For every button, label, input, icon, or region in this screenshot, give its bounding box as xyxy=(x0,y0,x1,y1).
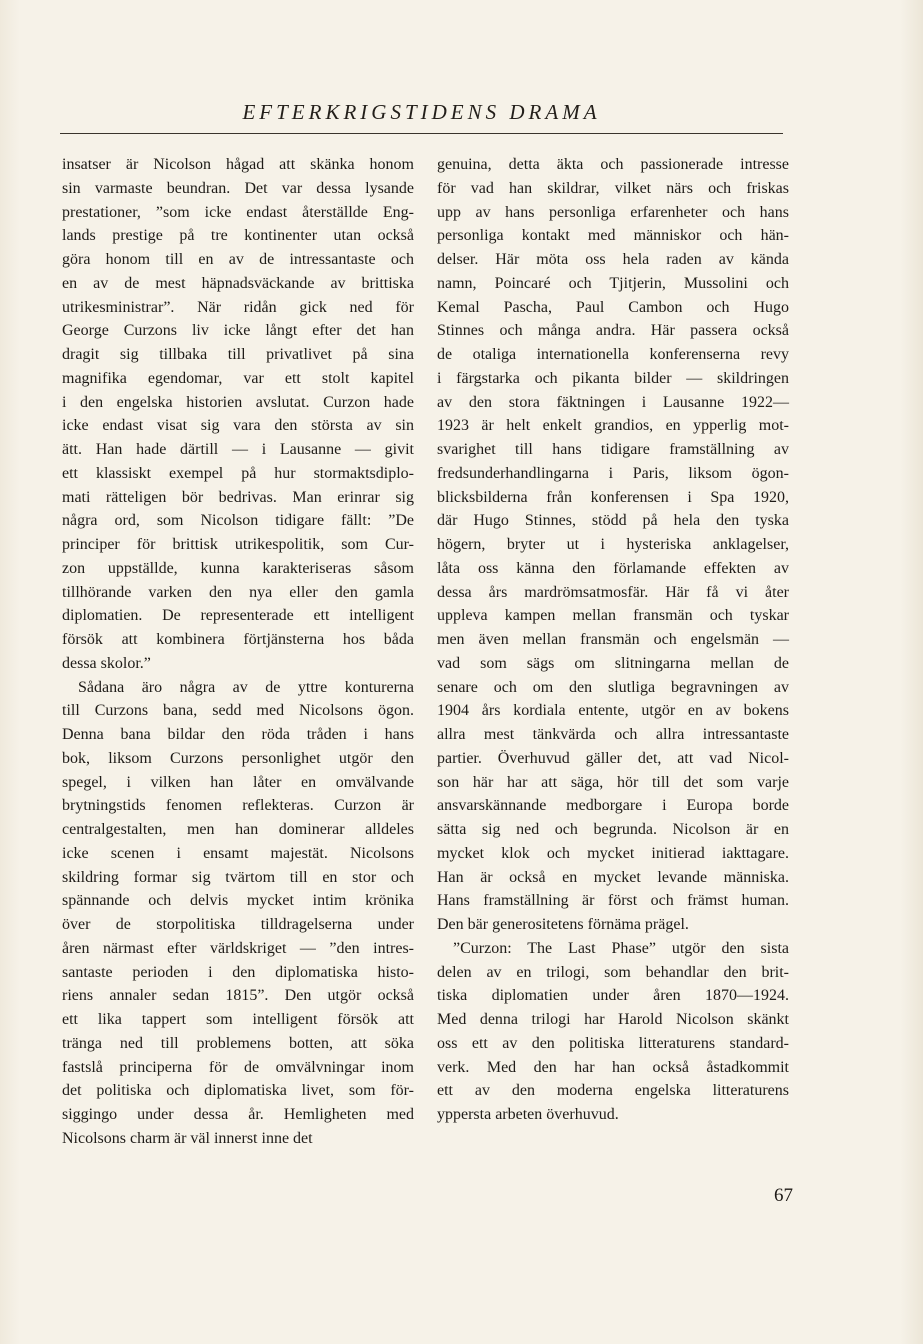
text-line: åren närmast efter världskriget — ”den intres- xyxy=(62,939,414,957)
text-line: skildring formar sig tvärtom till en stor och xyxy=(62,868,414,886)
text-line: över de storpolitiska tilldragelserna under xyxy=(62,916,414,933)
text-line: riens annaler sedan 1815”. Den utgör också xyxy=(62,987,414,1005)
text-line: partier. Överhuvud gäller det, att vad Nicol- xyxy=(437,749,789,767)
text-line: centralgestalten, men han dominerar alldeles xyxy=(62,821,414,838)
text-line: genuina, detta äkta och passionerade intresse xyxy=(437,156,789,173)
text-line: där Hugo Stinnes, stödd på hela den tyska xyxy=(437,512,789,530)
text-line: brytningstids fenomen reflekteras. Curzon är xyxy=(62,797,414,815)
text-line: försök att kombinera förtjänsterna hos båda xyxy=(62,631,414,648)
text-line: utrikesministrar”. När ridån gick ned för xyxy=(62,298,414,316)
text-line: det politiska och diplomatiska livet, som för- xyxy=(62,1082,414,1100)
text-line: ett klassiskt exempel på hur stormaktsdiplo- xyxy=(62,464,414,482)
text-line: principer för brittisk utrikespolitik, som Cur- xyxy=(62,536,414,553)
text-line: allra mest tänkvärda och allra intressantaste xyxy=(437,726,789,743)
text-line: Den bär generositetens förnäma prägel. xyxy=(437,916,689,933)
text-line: tränga ned till problemens botten, att söka xyxy=(62,1034,414,1052)
text-line: verk. Med den har han också åstadkommit xyxy=(437,1058,789,1076)
text-line: de otaliga internationella konferenserna revy xyxy=(437,346,789,363)
text-line: delser. Här möta oss hela raden av kända xyxy=(437,251,789,268)
text-line: dessa års mardrömsatmosfär. Här få vi åter xyxy=(437,583,789,601)
text-line: högern, bryter ut i hysteriska anklagelser, xyxy=(437,536,789,553)
text-line: delen av en trilogi, som behandlar den brit- xyxy=(437,963,789,981)
text-line: prestationer, ”som icke endast återställde Eng- xyxy=(62,203,414,221)
text-line: icke scenen i ensamt majestät. Nicolsons xyxy=(62,844,414,862)
text-line: Han är också en mycket levande människa. xyxy=(437,868,789,886)
text-line: upp av hans personliga erfarenheter och hans xyxy=(437,203,789,221)
text-line: personliga kontakt med människor och hän- xyxy=(437,227,789,245)
right-column xyxy=(437,153,789,1127)
text-line: Nicolsons charm är väl innerst inne det xyxy=(62,1129,313,1147)
text-line: uppleva kampen mellan fransmän och tyskar xyxy=(437,607,789,625)
text-line: till Curzons bana, sedd med Nicolsons ögon. xyxy=(62,702,414,720)
text-line: mati rätteligen bör bedrivas. Man erinrar sig xyxy=(62,488,414,506)
text-line: sin varmaste beundran. Det var dessa lysande xyxy=(62,179,414,197)
text-line: Kemal Pascha, Paul Cambon och Hugo xyxy=(437,298,789,316)
text-line: Stinnes och många andra. Här passera också xyxy=(437,322,789,340)
text-line: son här har att säga, hör till det som varje xyxy=(437,773,789,791)
text-line: ansvarskännande medborgare i Europa borde xyxy=(437,797,789,815)
left-column xyxy=(62,153,414,1151)
text-line: spännande och delvis mycket intim krönika xyxy=(62,892,414,910)
text-line: tiska diplomatien under åren 1870—1924. xyxy=(437,987,789,1005)
text-line: oss ett av den politiska litteraturens standard- xyxy=(437,1034,789,1052)
text-line: fastslå principerna för de omvälvningar inom xyxy=(62,1058,414,1076)
text-line: mycket klok och mycket initierad iakttagare. xyxy=(437,844,789,862)
text-line: icke endast visat sig vara den största av sin xyxy=(62,417,414,435)
text-line: men även mellan fransmän och engelsmän — xyxy=(437,631,789,648)
text-line: magnifika egendomar, var ett stolt kapitel xyxy=(62,369,414,387)
text-line: siggingo under dessa år. Hemligheten med xyxy=(62,1106,414,1123)
text-line: några ord, som Nicolson tidigare fällt: ”De xyxy=(62,512,414,530)
text-line: George Curzons liv icke långt efter det han xyxy=(62,322,414,340)
header-rule xyxy=(60,133,783,134)
text-line: namn, Poincaré och Tjitjerin, Mussolini och xyxy=(437,274,789,292)
text-line: i färgstarka och pikanta bilder — skildringen xyxy=(437,369,789,387)
running-head: EFTERKRIGSTIDENS DRAMA xyxy=(242,100,601,124)
text-line: tillhörande varken den nya eller den gamla xyxy=(62,583,414,601)
text-line: ett av den moderna engelska litteraturens xyxy=(437,1082,789,1100)
text-line: Hans framställning är först och främst human. xyxy=(437,892,789,910)
text-line: 1904 års kordiala entente, utgör en av bokens xyxy=(437,702,789,720)
text-line: ett lika tappert som intelligent försök att xyxy=(62,1011,414,1028)
text-line: diplomatien. De representerade ett intelligent xyxy=(62,607,414,625)
text-line: senare och om den slutliga begravningen av xyxy=(437,678,789,696)
text-line: yppersta arbeten överhuvud. xyxy=(437,1106,619,1123)
text-line: en av de mest häpnadsväckande av brittiska xyxy=(62,274,414,292)
text-line: 1923 är helt enkelt grandios, en ypperlig mot- xyxy=(437,417,789,435)
text-line: av den stora fäktningen i Lausanne 1922— xyxy=(437,393,789,411)
text-line: santaste perioden i den diplomatiska histo- xyxy=(62,963,414,981)
text-line: Med denna trilogi har Harold Nicolson skänkt xyxy=(437,1011,789,1028)
text-line: bok, liksom Curzons personlighet utgör den xyxy=(62,749,414,767)
text-line: Denna bana bildar den röda tråden i hans xyxy=(62,726,414,743)
page-number: 67 xyxy=(774,1185,793,1206)
text-line: för vad han skildrar, vilket närs och friskas xyxy=(437,179,789,197)
text-line: vad som sägs om slitningarna mellan de xyxy=(437,654,789,672)
text-line: Sådana äro några av de yttre konturerna xyxy=(78,678,414,696)
text-line: göra honom till en av de intressantaste och xyxy=(62,251,414,268)
text-line: ”Curzon: The Last Phase” utgör den sista xyxy=(453,939,789,957)
text-line: sätta sig ned och begrunda. Nicolson är en xyxy=(437,821,789,838)
text-line: låta oss känna den förlamande effekten av xyxy=(437,559,789,577)
text-line: i den engelska historien avslutat. Curzon hade xyxy=(62,393,414,411)
text-line: dragit sig tillbaka till privatlivet på sina xyxy=(62,346,414,363)
text-line: zon uppställde, kunna karakteriseras såsom xyxy=(62,559,414,577)
text-line: insatser är Nicolson hågad att skänka honom xyxy=(62,156,414,173)
text-line: fredsunderhandlingarna i Paris, liksom ögon- xyxy=(437,464,789,482)
text-line: ätt. Han hade därtill — i Lausanne — givit xyxy=(62,441,414,458)
text-line: lands prestige på tre kontinenter utan också xyxy=(62,227,414,245)
text-line: spegel, i vilken han låter en omvälvande xyxy=(62,773,414,791)
text-line: dessa skolor.” xyxy=(62,654,151,672)
text-line: svarighet till hans tidigare framställning av xyxy=(437,441,789,458)
text-line: blicksbilderna från konferensen i Spa 1920, xyxy=(437,488,789,506)
